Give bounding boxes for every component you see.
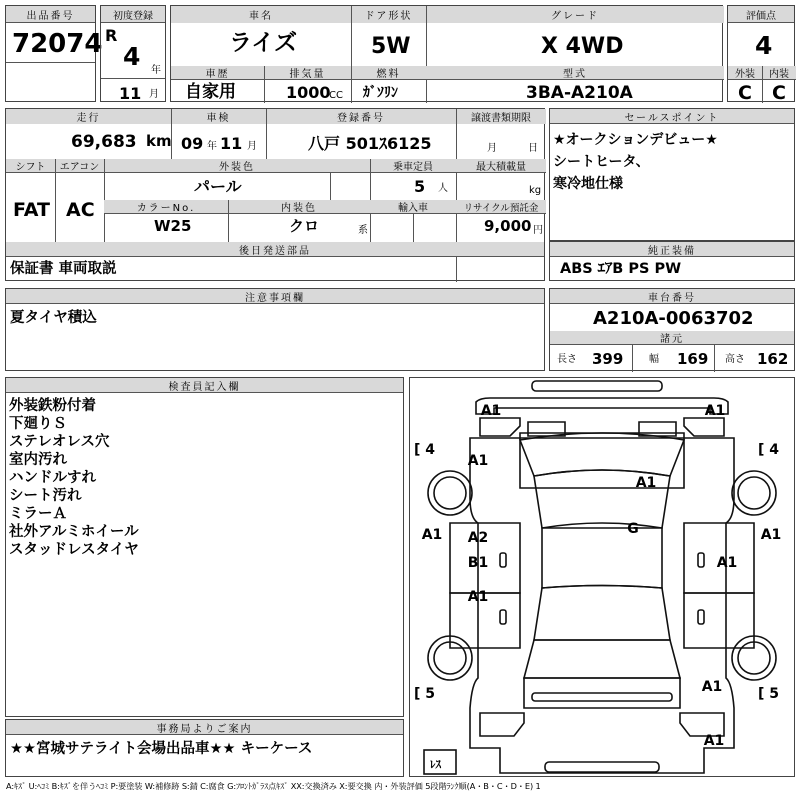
inspector-note: 下廻りＳ	[9, 416, 67, 432]
inspector-note: ミラーＡ	[9, 506, 67, 522]
tire-tread-front-left: [ 4	[414, 442, 436, 458]
inspection-year: 09	[181, 134, 204, 153]
vehicle-diagram	[409, 377, 795, 777]
damage-mark: A2	[467, 530, 489, 546]
inspection-year-unit: 年	[207, 141, 217, 152]
first-registration-month: 11	[119, 84, 142, 103]
later-items-label: 後日発送部品	[6, 242, 544, 257]
damage-mark: A1	[703, 733, 725, 749]
era: R	[105, 26, 118, 45]
length-label: 長さ	[557, 354, 577, 365]
inspector-note: スタッドレスタイヤ	[9, 542, 139, 558]
chassis-cell	[549, 288, 795, 371]
capacity-unit: 人	[438, 183, 448, 194]
inspector-notes	[5, 377, 404, 717]
first-registration-year: 4	[123, 42, 141, 71]
sales-points	[549, 108, 795, 241]
sales-point-line: 寒冷地仕様	[553, 176, 623, 192]
equipment: ABS ｴｱB PS PW	[560, 261, 682, 277]
chassis-number: A210A-0063702	[593, 308, 754, 329]
lot-number-cell	[5, 5, 103, 102]
specs-grid	[5, 108, 545, 281]
office-label: 事務局よりご案内	[6, 720, 403, 735]
damage-mark: A1	[467, 453, 489, 469]
km-unit: km	[146, 132, 172, 150]
first-registration-cell	[100, 5, 166, 102]
chassis-label: 車台番号	[550, 289, 794, 304]
fuel-label: 燃料	[351, 66, 426, 80]
score-cell	[727, 5, 795, 102]
height: 162	[757, 350, 789, 368]
interior-color-label: 内装色	[228, 200, 370, 214]
caution-cell	[5, 288, 545, 371]
displacement-label: 排気量	[264, 66, 351, 80]
history-label: 車歴	[171, 66, 264, 80]
damage-mark: A1	[704, 403, 726, 419]
inspection-month: 11	[220, 134, 243, 153]
office-message	[5, 719, 404, 777]
transfer-day-unit: 日	[528, 143, 538, 154]
inspector-note: ステレオレス穴	[9, 434, 110, 450]
door-label: ドア形状	[351, 6, 426, 23]
inspector-note: 外装鉄粉付着	[9, 398, 96, 414]
cc-unit: CC	[329, 90, 343, 101]
type-label: 型式	[426, 66, 724, 80]
ac-label: エアコン	[55, 159, 104, 173]
grade: X 4WD	[541, 34, 624, 59]
sales-points-label: セールスポイント	[550, 109, 794, 124]
max-load-label: 最大積載量	[456, 159, 546, 173]
inspector-note: シート汚れ	[9, 488, 82, 504]
inspection-label: 車検	[171, 109, 266, 124]
type-code: 3BA-A210A	[526, 83, 633, 103]
exterior-grade: C	[738, 82, 752, 104]
model-label: 車名	[171, 6, 351, 23]
vehicle-history: 自家用	[185, 82, 236, 102]
lot-number-label: 出品番号	[6, 6, 95, 23]
plate-label: 登録番号	[266, 109, 456, 124]
plate-number: 八戸 501ｽ6125	[308, 134, 432, 153]
dimensions-label: 諸元	[550, 331, 794, 345]
height-label: 高さ	[725, 354, 745, 365]
later-items: 保証書 車両取説	[10, 261, 117, 277]
tire-tread-rear-right: [ 5	[758, 686, 780, 702]
lot-number: 72074	[12, 29, 103, 59]
inspector-note: 社外アルミホイール	[9, 524, 139, 540]
door-type: 5W	[371, 34, 411, 59]
exterior-color: パール	[194, 177, 242, 196]
damage-mark: A1	[760, 527, 782, 543]
year-unit: 年	[151, 65, 161, 76]
equipment-cell	[549, 241, 795, 281]
color-number: W25	[154, 217, 192, 235]
color-number-label: カラーNo.	[104, 200, 228, 214]
max-load-unit: kg	[529, 185, 542, 196]
width: 169	[677, 350, 709, 368]
recycle-label: リサイクル預託金	[456, 200, 546, 214]
shift-label: シフト	[6, 159, 55, 173]
interior-label: 内装	[762, 66, 796, 80]
exterior-label: 外装	[728, 66, 762, 80]
mileage-label: 走行	[6, 109, 171, 124]
office-text: ★★宮城サテライト会場出品車★★ キーケース	[10, 741, 313, 757]
color-label: 外装色	[104, 159, 370, 173]
month-unit: 月	[149, 89, 159, 100]
damage-mark: A1	[716, 555, 738, 571]
sales-point-line: シートヒータ、	[553, 154, 650, 170]
fuel-type: ｶﾞｿﾘﾝ	[363, 85, 398, 101]
overall-score: 4	[755, 31, 773, 60]
interior-grade: C	[772, 82, 786, 104]
interior-color-unit: 系	[358, 225, 368, 236]
inspector-note: 室内汚れ	[9, 452, 67, 468]
width-label: 幅	[649, 354, 659, 365]
damage-mark: B1	[467, 555, 489, 571]
inspector-note: ハンドルすれ	[9, 470, 96, 486]
shift: FAT	[13, 199, 50, 221]
caution-note: 夏タイヤ積込	[10, 310, 97, 326]
interior-color: クロ	[289, 217, 320, 235]
damage-mark: A1	[421, 527, 443, 543]
damage-mark: A1	[701, 679, 723, 695]
length: 399	[592, 350, 624, 368]
score-label: 評価点	[728, 6, 794, 23]
damage-mark: G	[627, 521, 639, 537]
inspection-month-unit: 月	[247, 141, 257, 152]
air-conditioning: AC	[66, 199, 95, 221]
spare-tire-label: ﾚｽ	[430, 758, 441, 771]
model-name: ライズ	[229, 30, 298, 56]
grade-label: グレード	[426, 6, 724, 23]
car-diagram-svg	[410, 378, 794, 776]
tire-tread-front-right: [ 4	[758, 442, 780, 458]
damage-mark: A1	[480, 403, 502, 419]
inspector-label: 検査員記入欄	[6, 378, 403, 393]
first-registration-label: 初度登録	[101, 6, 165, 23]
recycle-fee: 9,000	[484, 217, 532, 235]
transfer-month-unit: 月	[487, 143, 497, 154]
displacement: 1000	[286, 83, 331, 102]
caution-label: 注意事項欄	[6, 289, 544, 304]
import-label: 輸入車	[370, 200, 456, 214]
sales-point-line: ★オークションデビュー★	[553, 132, 718, 148]
mileage: 69,683	[71, 132, 137, 152]
damage-mark: A1	[635, 475, 657, 491]
equipment-label: 純正装備	[550, 242, 794, 257]
recycle-unit: 円	[533, 225, 543, 236]
damage-mark: A1	[467, 589, 489, 605]
transfer-label: 譲渡書類期限	[456, 109, 546, 124]
tire-tread-rear-left: [ 5	[414, 686, 436, 702]
capacity-label: 乗車定員	[370, 159, 456, 173]
capacity: 5	[414, 177, 426, 196]
vehicle-info-block	[170, 5, 723, 102]
legend: A:ｷｽﾞ U:ﾍｺﾐ B:ｷｽﾞを伴うﾍｺﾐ P:要塗装 W:補修跡 S:錆 C:腐食 G:ﾌﾛﾝﾄｶﾞﾗｽ点ｷｽﾞ XX:交換済み X:要交換 内・外装評価 5段階ﾗﾝｸ順(A・B・C・D・E) 1	[6, 781, 541, 791]
